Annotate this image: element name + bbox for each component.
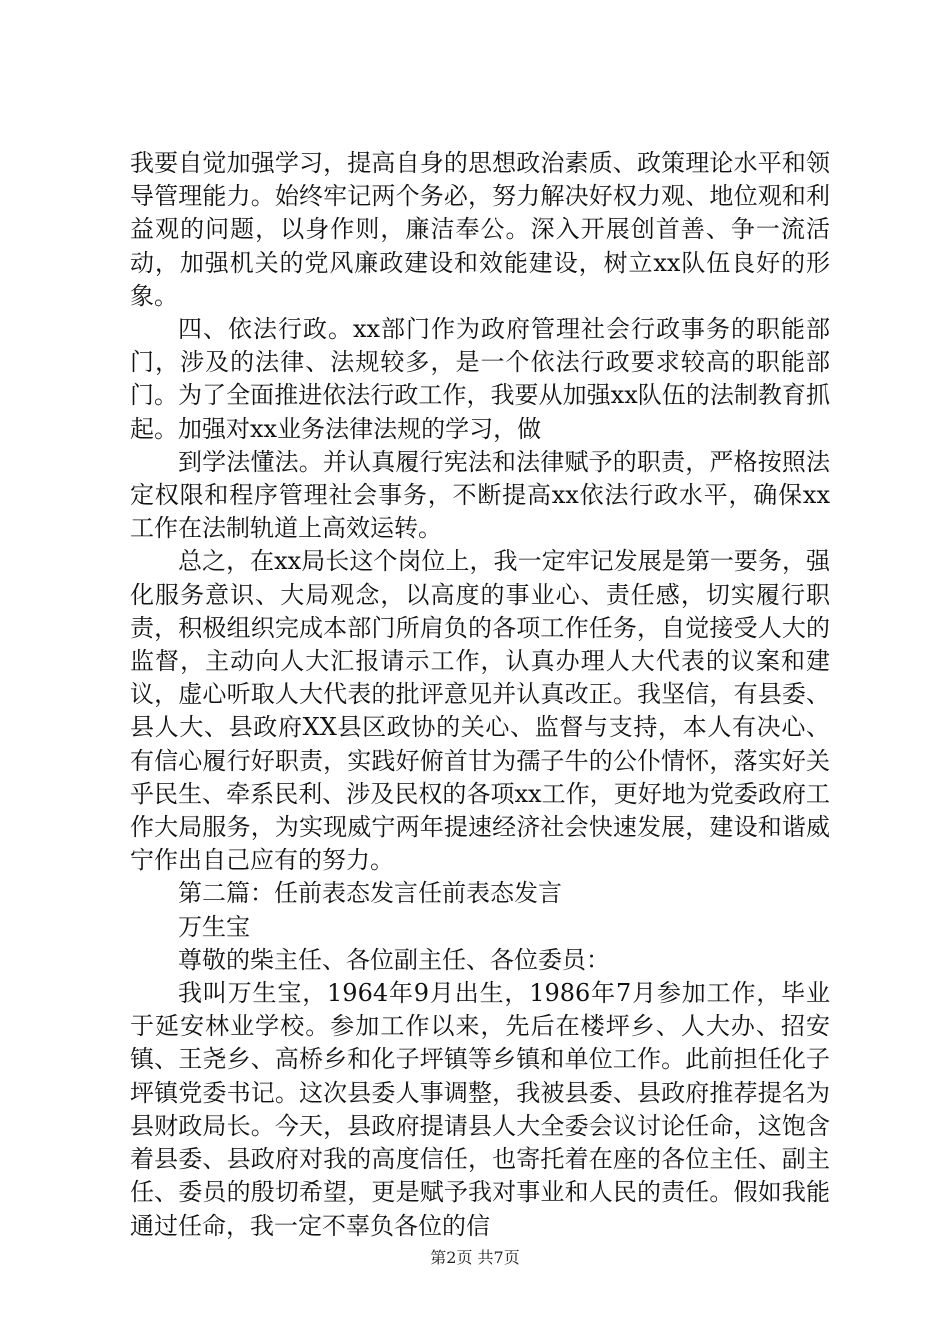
- paragraph-4: 总之，在xx局长这个岗位上，我一定牢记发展是第一要务，强化服务意识、大局观念，以高度的事业心、责任感，切实履行职责，积极组织完成本部门所肩负的各项工作任务，自觉接受人大的监督，主动向人大汇报请示工作，认真办理人大代表的议案和建议，虚心听取人大代表的批评意见并认真改正。我坚信，有县委、县人大、县政府XX县区政协的关心、监督与支持，本人有决心、有信心履行好职责，实践好俯首甘为孺子牛的公仆情怀，落实好关乎民生、牵系民利、涉及民权的各项xx工作，更好地为党委政府工作大局服务，为实现威宁两年提速经济社会快速发展，建设和谐威宁作出自己应有的努力。: [130, 547, 830, 875]
- salutation: 尊敬的柴主任、各位副主任、各位委员：: [178, 945, 610, 974]
- section-heading: 第二篇：任前表态发言任前表态发言: [178, 879, 562, 908]
- paragraph-1: 我要自觉加强学习，提高自身的思想政治素质、政策理论水平和领导管理能力。始终牢记两个务必，努力解决好权力观、地位观和利益观的问题，以身作则，廉洁奉公。深入开展创首善、争一流活动，加强机关的党风廉政建设和效能建设，树立xx队伍良好的形象。: [130, 149, 830, 310]
- paragraph-2: 四、依法行政。xx部门作为政府管理社会行政事务的职能部门，涉及的法律、法规较多，是一个依法行政要求较高的职能部门。为了全面推进依法行政工作，我要从加强xx队伍的法制教育抓起。加强对xx业务法律法规的学习，做: [130, 315, 830, 443]
- page-number-label: 第2页 共7页: [430, 1248, 520, 1267]
- page-footer: [0, 1245, 950, 1268]
- document-body: [130, 147, 830, 1243]
- author-name: 万生宝: [178, 912, 250, 941]
- paragraph-8: 我叫万生宝，1964年9月出生，1986年7月参加工作，毕业于延安林业学校。参加工作以来，先后在楼坪乡、人大办、招安镇、王尧乡、高桥乡和化子坪镇等乡镇和单位工作。此前担任化子坪镇党委书记。这次县委人事调整，我被县委、县政府推荐提名为县财政局长。今天，县政府提请县人大全委会议讨论任命，这饱含着县委、县政府对我的高度信任，也寄托着在座的各位主任、副主任、委员的殷切希望，更是赋予我对事业和人民的责任。假如我能通过任命，我一定不辜负各位的信: [130, 979, 830, 1240]
- paragraph-3: 到学法懂法。并认真履行宪法和法律赋予的职责，严格按照法定权限和程序管理社会事务，不断提高xx依法行政水平，确保xx工作在法制轨道上高效运转。: [130, 447, 830, 543]
